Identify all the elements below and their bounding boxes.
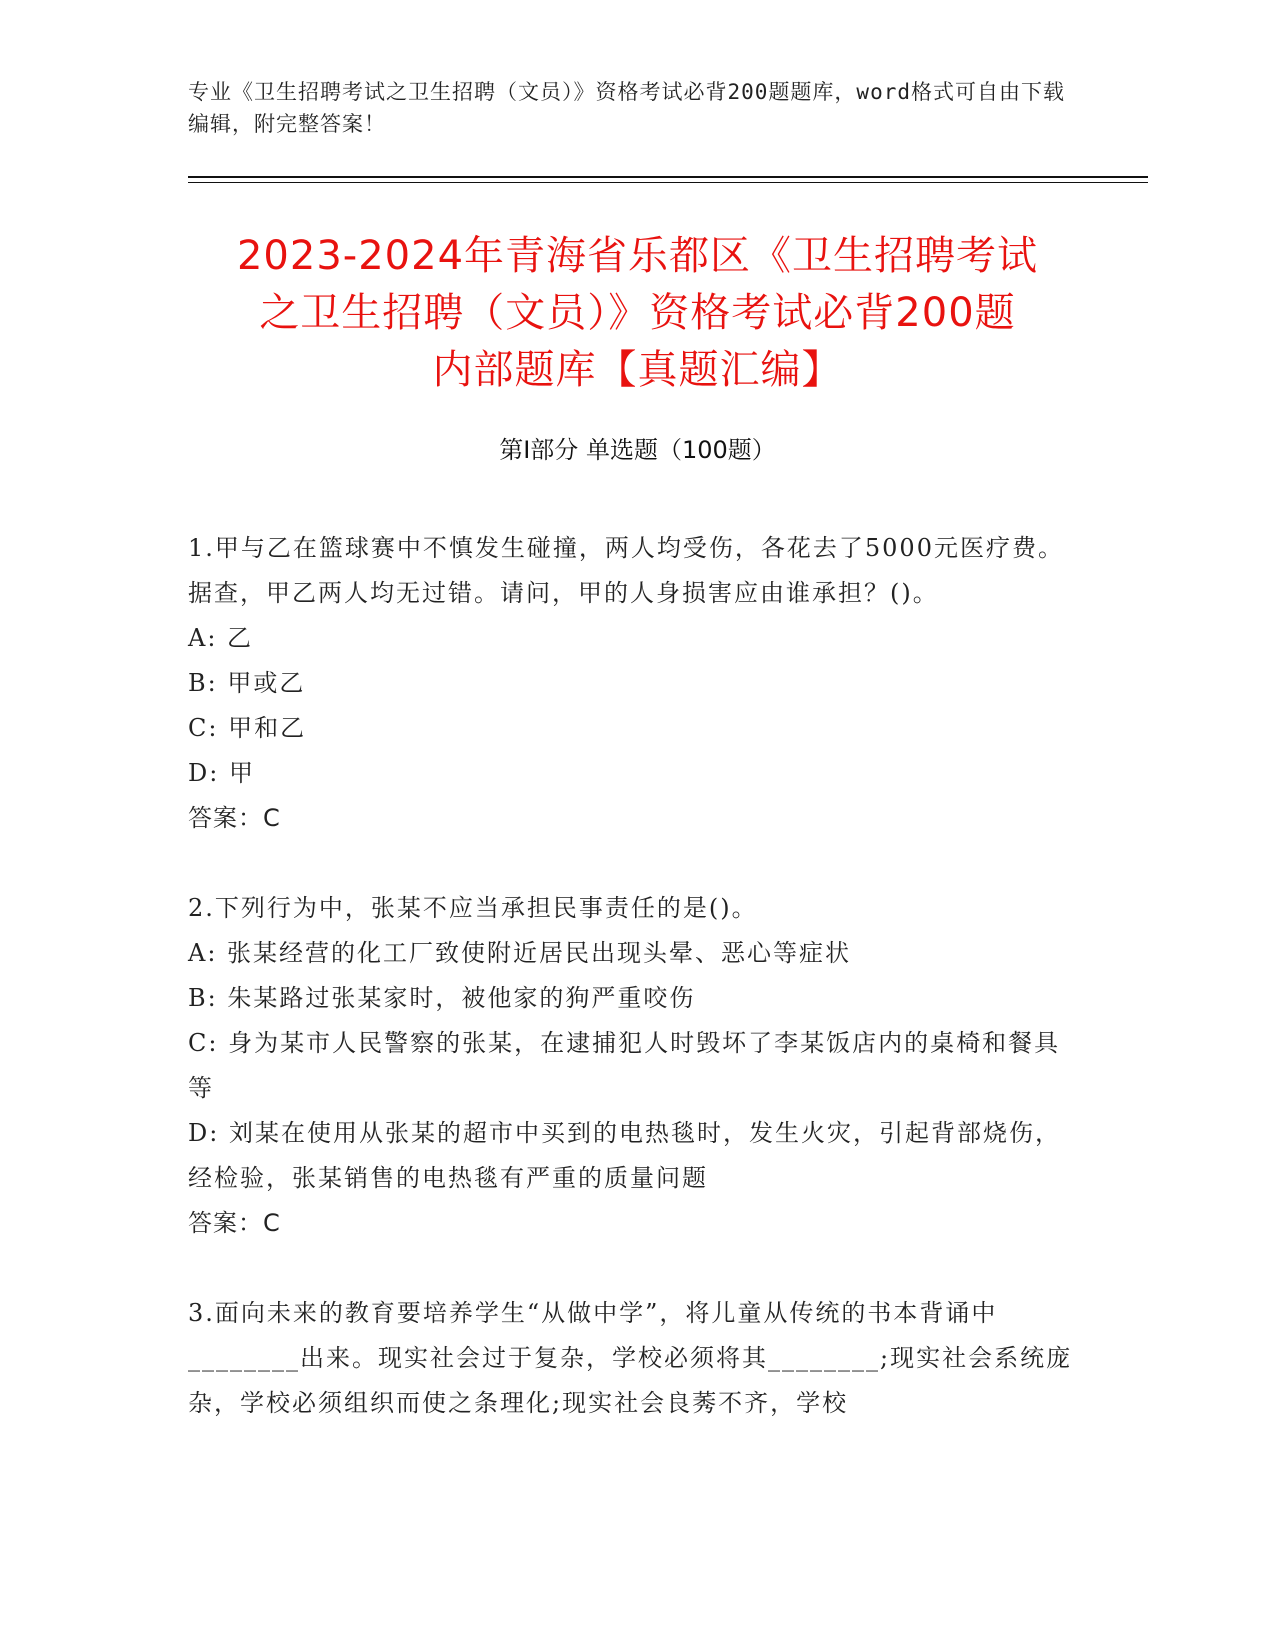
option-c: C: 甲和乙 <box>188 714 307 742</box>
title-line-3: 内部题库【真题汇编】 <box>432 347 843 393</box>
answer: 答案：C <box>188 804 281 832</box>
question-3 <box>188 1291 1073 1426</box>
answer: 答案：C <box>188 1209 281 1237</box>
option-b: B: 甲或乙 <box>188 669 306 697</box>
title-line-1: 2023-2024年青海省乐都区《卫生招聘考试 <box>236 233 1039 279</box>
question-list <box>188 526 1073 1471</box>
section-heading: 第Ⅰ部分 单选题（100题） <box>499 436 776 464</box>
document-title <box>160 228 1115 399</box>
question-stem: 1.甲与乙在篮球赛中不慎发生碰撞，两人均受伤，各花去了5000元医疗费。据查，甲乙两人均无过错。请问，甲的人身损害应由谁承担？()。 <box>188 534 1064 607</box>
question-stem: 2.下列行为中，张某不应当承担民事责任的是()。 <box>188 894 758 922</box>
question-1 <box>188 526 1073 841</box>
header-note: 专业《卫生招聘考试之卫生招聘（文员）》资格考试必背200题题库，word格式可自由下载编辑，附完整答案！ <box>188 80 1065 136</box>
question-2 <box>188 886 1073 1246</box>
header-divider-thick <box>188 176 1148 178</box>
option-d: D: 甲 <box>188 759 255 787</box>
option-a: A: 乙 <box>188 624 254 652</box>
option-a: A: 张某经营的化工厂致使附近居民出现头晕、恶心等症状 <box>188 939 852 967</box>
option-d: D: 刘某在使用从张某的超市中买到的电热毯时，发生火灾，引起背部烧伤，经检验，张某销售的电热毯有严重的质量问题 <box>188 1119 1061 1192</box>
question-stem: 3.面向未来的教育要培养学生“从做中学”，将儿童从传统的书本背诵中________出来。现实社会过于复杂，学校必须将其________;现实社会系统庞杂，学校必须组织而使之条理化;现实社会良莠不齐，学校 <box>188 1299 1073 1417</box>
option-c: C: 身为某市人民警察的张某，在逮捕犯人时毁坏了李某饭店内的桌椅和餐具等 <box>188 1029 1061 1102</box>
header-divider-thin <box>188 182 1148 183</box>
title-line-2: 之卫生招聘（文员）》资格考试必背200题 <box>259 290 1016 336</box>
option-b: B: 朱某路过张某家时，被他家的狗严重咬伤 <box>188 984 696 1012</box>
